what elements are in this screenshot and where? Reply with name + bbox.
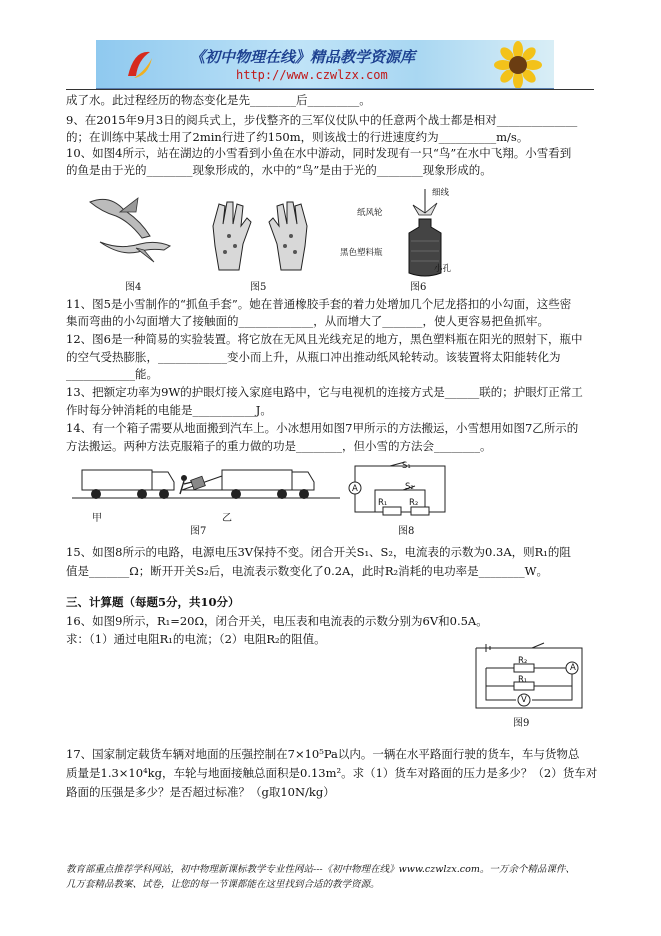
text-line: 值是_______Ω；断开开关S₂后，电流表示数变化了0.2A，此时R₂消耗的电功率是________W。: [66, 564, 548, 578]
fig9-label-ammeter: A: [570, 663, 576, 673]
footer-line-2: 几万套精品教案、试卷，让您的每一节课都能在这里找到合适的教学资源。: [66, 879, 380, 890]
banner-title: 《初中物理在线》精品教学资源库: [190, 48, 416, 66]
text-line: 的鱼是由于光的________现象形成的，水中的“鸟”是由于光的________现象形成的。: [66, 163, 492, 177]
fig6-label-wheel: 纸风轮: [357, 208, 383, 218]
figure-5-caption: 图5: [250, 282, 267, 293]
fig8-label-s1: S₁: [402, 461, 411, 471]
figure-4-birds: [80, 190, 190, 280]
sunflower-icon: [488, 42, 548, 88]
figure-8-caption: 图8: [398, 526, 415, 537]
text-line: 的空气受热膨胀，____________变小而上升，从瓶口冲出推动纸风轮转动。该装置将太阳能转化为: [66, 350, 561, 364]
text-line: 求：（1）通过电阻R₁的电流；（2）电阻R₂的阻值。: [66, 632, 326, 646]
figure-9-caption: 图9: [513, 718, 530, 729]
fig6-label-hole: 小孔: [434, 264, 452, 274]
question-12: 12、图6是一种简易的实验装置。将它放在无风且光线充足的地方，黑色塑料瓶在阳光的照射下，瓶中: [66, 332, 583, 346]
site-banner: [96, 40, 554, 90]
figure-8-circuit: [345, 460, 455, 520]
fig6-label-thread: 细线: [432, 188, 450, 198]
text-line: 的；在训练中某战士用了2min行进了约150m，则该战士的行进速度约为__________m/s。: [66, 130, 529, 144]
footer-line-1: 教育部重点推荐学科网站，初中物理新课标教学专业性网站---《初中物理在线》www.czwlzx.com。一万余个精品课件、: [66, 864, 575, 875]
site-logo: [124, 46, 154, 82]
text-line: 质量是1.3×10⁴kg，车轮与地面接触总面积是0.13m²。求（1）货车对路面的压力是多少？（2）货车对: [66, 766, 598, 780]
figure-9-circuit: [472, 640, 592, 715]
question-17: 17、国家制定载货车辆对地面的压强控制在7×10⁵Pa以内。一辆在水平路面行驶的货车，车与货物总: [66, 747, 580, 761]
question-11: 11、图5是小雪制作的“抓鱼手套”。她在普通橡胶手套的着力处增加几个尼龙搭扣的小勾面，这些密: [66, 297, 572, 311]
section-heading: 三、计算题（每题5分，共10分）: [66, 595, 240, 609]
text-line: 成了水。此过程经历的物态变化是先________后_________。: [66, 93, 371, 107]
fig7-label-b: 乙: [222, 513, 232, 524]
question-13: 13、把额定功率为9W的护眼灯接入家庭电路中，它与电视机的连接方式是______联的；护眼灯正常工: [66, 385, 583, 399]
text-line: ____________能。: [66, 367, 158, 381]
page-footer: [66, 862, 606, 892]
figure-7-caption: 图7: [190, 526, 207, 537]
header-rule: [66, 89, 594, 90]
fig9-label-voltmeter: V: [521, 695, 527, 705]
fig8-label-s2: S₂: [405, 482, 414, 492]
figure-6-caption: 图6: [410, 282, 427, 293]
text-line: 集而弯曲的小勾面增大了接触面的_____________，从而增大了_______，使人更容易把鱼抓牢。: [66, 314, 549, 328]
question-14: 14、有一个箱子需要从地面搬到汽车上。小冰想用如图7甲所示的方法搬运，小雪想用如图7乙所示的: [66, 421, 579, 435]
figure-7-trucks: [72, 458, 340, 508]
text-line: 作时每分钟消耗的电能是___________J。: [66, 403, 272, 417]
figure-4-caption: 图4: [125, 282, 142, 293]
fig8-label-r2: R₂: [409, 498, 419, 508]
question-16: 16、如图9所示，R₁=20Ω，闭合开关，电压表和电流表的示数分别为6V和0.5A。: [66, 614, 488, 628]
question-10: 10、如图4所示，站在湖边的小雪看到小鱼在水中游动，同时发现有一只“鸟”在水中飞翔。小雪看到: [66, 146, 572, 160]
question-15: 15、如图8所示的电路，电源电压3V保持不变。闭合开关S₁、S₂，电流表的示数为0.3A，则R₁的阻: [66, 545, 571, 559]
fig9-label-r2: R₂: [518, 656, 528, 666]
banner-url: http://www.czwlzx.com: [236, 68, 388, 82]
fig8-label-ammeter: A: [352, 484, 358, 494]
fig6-label-bottle: 黑色塑料瓶: [340, 248, 383, 258]
question-9: 9、在2015年9月3日的阅兵式上，步伐整齐的三军仪仗队中的任意两个战士都是相对______________: [66, 113, 578, 127]
fig9-label-r1: R₁: [518, 675, 528, 685]
text-line: 方法搬运。两种方法克服箱子的重力做的功是________，但小雪的方法会________。: [66, 439, 492, 453]
fig8-label-r1: R₁: [378, 498, 388, 508]
figure-5-gloves: [205, 196, 315, 276]
fig7-label-a: 甲: [92, 513, 102, 524]
text-line: 路面的压强是多少？是否超过标准？（g取10N/kg）: [66, 785, 335, 799]
